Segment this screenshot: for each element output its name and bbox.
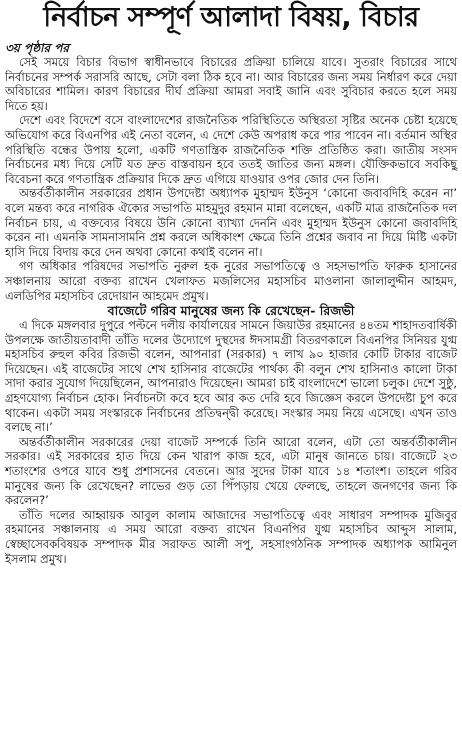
body-paragraph: এ দিকে মঙ্গলবার দুপুরে পল্টনে দলীয় কার্যালয়ের সামনে জিয়াউর রহমানের ৪৪তম শাহাদতবার্ষিকী উপলক্ষে জাতীয়তাবাদী তাঁতি দলের উদ্যোগে দুস্থদের ঈদসামগ্রী বিতরণকালে বিএনপির সিনিয়র যুগ্ম মহাসচিব রুহুল কবির রিজভী বলেন, আপনারা (সরকার) ৭ লাখ ৯০ হাজার কোটি টাকার বাজেট দিয়েছেন। এই বাজেটের সাথে শেখ হাসিনার বাজেটের পার্থক্য কী বলুন শেখ হাসিনাও কালো টাকা সাদা করার সুযোগ দিয়েছিলেন, আপনারাও দিয়েছেন। আমরা চাই বাংলাদেশে ভালো চলুক। দেশে সুষ্ঠু, গ্রহণযোগ্য নির্বাচন হোক। নির্বাচনটা কবে হবে আর কত দেরি হবে জিজ্ঞেস করলে উপদেষ্টা চুপ করে থাকেন। একটা সময় সংস্কারকে নির্বাচনের প্রতিদ্বন্দ্বী করেছে। সংস্কার সময় নিয়ে এসেছে। এখন তাও বলছে না।’ bbox=[5, 318, 457, 435]
article-body bbox=[5, 55, 457, 566]
section-subheading: বাজেটে গরিব মানুষের জন্য কি রেখেছেন- রিজভী bbox=[107, 303, 355, 319]
headline: নির্বাচন সম্পূর্ণ আলাদা বিষয়, বিচার bbox=[43, 2, 419, 33]
body-paragraph: অন্তর্বর্তীকালীন সরকারের দেয়া বাজেট সম্পর্কে তিনি আরো বলেন, এটা তো অন্তর্বর্তীকালীন সরকার। এই সরকারের হাত দিয়ে কেন খারাপ কাজ হবে, এটা মানুষ জানতে চায়। বাজেটে ২৩ শতাংশের ওপরে যাবে শুধু প্রশাসনের বেতনে। আর সুদের টাকা যাবে ১৪ শতাংশ। তাহলে গরিব মানুষের জন্য কি রেখেছেন? লাভের গুড় তো পিঁপড়ায় খেয়ে ফেলছে, তাহলে জনগণের জন্য কি করলেন?’ bbox=[5, 434, 457, 508]
continued-from-label: ৩য় পৃষ্ঠার পর bbox=[5, 41, 70, 55]
body-paragraph: দেশে এবং বিদেশে বসে বাংলাদেশের রাজনৈতিক পরিস্থিতিতে অস্থিরতা সৃষ্টির অনেক চেষ্টা হয়েছে অভিযোগ করে বিএনপির এই নেতা বলেন, এ দেশে কেউ অপরাধ করে পার পাবেন না। বর্তমান অস্থির পরিস্থিতি বন্ধের উপায় হলো, একটি গণতান্ত্রিক রাজনৈতিক শক্তি প্রতিষ্ঠিত করা। জাতীয় সংসদ নির্বাচনের মধ্য দিয়ে সেটি যত দ্রুত বাস্তবায়ন হবে ততই জাতির জন্য মঙ্গল। যৌক্তিকভাবে সবকিছু বিবেচনা করে গণতান্ত্রিক প্রক্রিয়ার দিকে দ্রুত এগিয়ে যাওয়ার ওপর জোর দেন তিনি। bbox=[5, 113, 457, 186]
body-paragraph: সেই সময়ে বিচার বিভাগ স্বাধীনভাবে বিচারের প্রক্রিয়া চালিয়ে যাবে। সুতরাং বিচারের সাথে নির্বাচনের সম্পর্ক সরাসরি আছে, সেটা বলা ঠিক হবে না। আর বিচারের জন্য সময় নির্ধারণ করে দেয়া অবিচারের শামিল। কারণ বিচারের দীর্ঘ প্রক্রিয়া আমরা সবাই জানি এবং সুবিচার করতে হলে সময় দিতে হয়। bbox=[5, 55, 457, 113]
body-paragraph: গণ অধিকার পরিষদের সভাপতি নুরুল হক নুরের সভাপতিত্বে ও সহসভাপতি ফারুক হাসানের সঞ্চালনায় আরো বক্তব্য রাখেন খেলাফত মজলিসের মহাসচিব মাওলানা জালালুদ্দীন আহমদ, এলডিপির মহাসচিব রেদোয়ান আহমেদ প্রমুখ। bbox=[5, 259, 457, 303]
body-paragraph: অন্তর্বর্তীকালীন সরকারের প্রধান উপদেষ্টা অধ্যাপক মুহাম্মদ ইউনুস ‘কোনো জবাবদিহি করেন না’ বলে মন্তব্য করে নাগরিক ঐক্যের সভাপতি মাহমুদুর রহমান মান্না বলেছেন, একটি মাত্র রাজনৈতিক দল নির্বাচন চায়, এ বক্তব্যের বিষয়ে উনি কোনো ব্যাখ্যা দেননি এবং মুহাম্মদ ইউনুস কোনো জবাবদিহি করেন না। এমনকি সামনাসামনি প্রশ্ন করলে অধিকাংশ ক্ষেত্রে তিনি প্রশ্নের জবাব না দিয়ে মিষ্টি একটা হাসি দিয়ে বিদায় করে দেন অথবা কোনো কথাই বলেন না। bbox=[5, 186, 457, 259]
news-article bbox=[0, 3, 462, 748]
body-paragraph: তাঁতি দলের আহ্বায়ক আবুল কালাম আজাদের সভাপতিত্বে এবং সাধারণ সম্পাদক মুজিবুর রহমানের সঞ্চালনায় এ সময় আরো বক্তব্য রাখেন বিএনপির যুগ্ম মহাসচিব আব্দুস সালাম, স্বেচ্ছাসেবকবিষয়ক সম্পাদক মীর সরাফত আলী সপু, সহসাংগঠনিক সম্পাদক অধ্যাপক আমিনুল ইসলাম প্রমুখ। bbox=[5, 507, 457, 566]
